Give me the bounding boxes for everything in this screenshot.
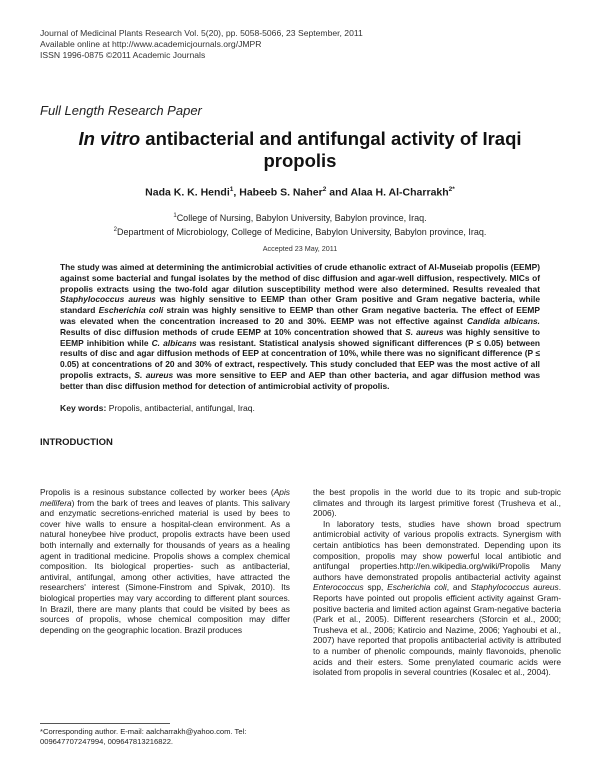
keywords-text: Propolis, antibacterial, antifungal, Iraq.: [106, 403, 255, 413]
author-1-affil: 1: [229, 186, 234, 193]
title-italic: In vitro: [78, 128, 141, 149]
intro-paragraph-1: Propolis is a resinous substance collected by worker bees (Apis mellifera) from the bark of trees and leaves of plants. This salivary and enzymatic secretions-enriched material is used by bees to cover hive walls to ensure a hospital-clean environment. As a natural honeybee hive product, propolis extracts have been used both internally and externally for thousands of years as a healing agent in traditional medicine. Propolis shows a complex chemical composition. Its biological properties- such as antibacterial, antiviral, antifungal, among other activities, have attracted the researchers' interest (Simone-Finstrom and Spivak, 2010). Its biological properties may vary according to different plant sources. In Brazil, there are many plants that could be visited by bees as sources of propolis, whose chemical composition may differ depending on the geographic location. Brazil produces: [40, 487, 290, 635]
author-list: Nada K. K. Hendi$^1$, Habeeb S. Naher$^2$ and Alaa H. Al-Charrakh$^{2*}$: [145, 186, 455, 199]
affiliation-2: $^2$Department of Microbiology, College of Medicine, Babylon University, Babylon province, Iraq.: [113, 227, 487, 237]
journal-header: [40, 28, 363, 61]
affiliations: [40, 210, 560, 238]
author-2-affil: 2: [322, 186, 327, 193]
left-column: [40, 487, 290, 635]
footnote-divider: [40, 723, 170, 724]
abstract: The study was aimed at determining the antimicrobial activities of crude ethanolic extract of Al-Museiab propolis (EEMP) against some bacterial and fungal isolates by the method of disc diffusion and agar-well diffusion, respectively. MICs of propolis extracts using the two-fold agar dilution susceptibility method were also determined. Results revealed that Staphylococcus aureus was highly sensitive to EEMP than other Gram positive and Gram negative bacteria, while standard Escherichia coli strain was highly sensitive to EEMP than other Gram negative bacteria. The effect of EEMP was elevated when the concentration increased to 20 and 30%. EEMP was not effective against Candida albicans. Results of disc diffusion methods of crude EEMP at 10% concentration showed that S. aureus was highly sensitive to EEMP inhibition while C. albicans was resistant. Statistical analysis showed significant differences (P ≤ 0.05) between results of disc and agar diffusion methods of EEP at concentration of 10%, while there was no significant difference (P ≤ 0.05) at concentrations of 20 and 30% of extract, respectively. This study concluded that EEP was the most active of all propolis extracts, S. aureus was more sensitive to EEP and AEP than other bacteria, and agar diffusion method was better than disc diffusion method for detection of antimicrobial activity of propolis.: [60, 262, 540, 391]
intro-paragraph-2: In laboratory tests, studies have shown broad spectrum antimicrobial activity of various propolis extracts. Synergism with certain antibiotics has been demonstrated. Depending upon its composition, propolis may show powerful local antibiotic and antifungal properties.http://en.wikipedia.org/wiki/Propolis Many authors have demonstrated propolis antibacterial activity against Enterococcus spp, Escherichia coli, and Staphylococcus aureus. Reports have pointed out propolis efficient activity against Gram-positive bacteria and limited action against Gram-negative bacteria (Park et al., 2005). Different researchers (Sforcin et al., 2000; Trusheva et al., 2006; Katircio and Nazime, 2006; Yaghoubi et al., 2007) have reported that propolis antibacterial activity is attributed to a number of phenolic compounds, mainly flavonoids, phenolic acids and their esters. Some prenylated coumaric acids were isolated from propolis in several countries (Kosalec et al., 2004).: [313, 518, 562, 678]
corresponding-author-footnote: *Corresponding author. E-mail: aalcharrakh@yahoo.com. Tel: 009647707247994, 009647813216822.: [40, 727, 247, 746]
paper-title: [40, 128, 560, 172]
title-rest: antibacterial and antifungal activity of Iraqi propolis: [140, 128, 522, 171]
journal-issn: ISSN 1996-0875 ©2011 Academic Journals: [40, 50, 206, 60]
author-1: Nada K. K. Hendi: [145, 186, 230, 199]
journal-citation: Journal of Medicinal Plants Research Vol. 5(20), pp. 5058-5066, 23 September, 2011: [40, 28, 363, 38]
affiliation-1: $^1$College of Nursing, Babylon University, Babylon province, Iraq.: [173, 213, 427, 223]
journal-url-line: Available online at http://www.academicjournals.org/JMPR: [40, 39, 262, 49]
accepted-date: Accepted 23 May, 2011: [262, 244, 338, 253]
author-2: Habeeb S. Naher: [239, 186, 323, 199]
section-heading-introduction: INTRODUCTION: [40, 437, 113, 448]
right-column: [313, 487, 561, 678]
article-type: Full Length Research Paper: [40, 103, 202, 118]
intro-paragraph-1-continued: the best propolis in the world due to its tropic and sub-tropic climates and through its largest primitive forest (Trusheva et al., 2006).: [313, 487, 561, 519]
author-3-affil: 2*: [448, 186, 455, 193]
keywords-label: Key words:: [60, 403, 107, 413]
author-3: Alaa H. Al-Charrakh: [350, 186, 449, 199]
keywords: [60, 403, 540, 413]
